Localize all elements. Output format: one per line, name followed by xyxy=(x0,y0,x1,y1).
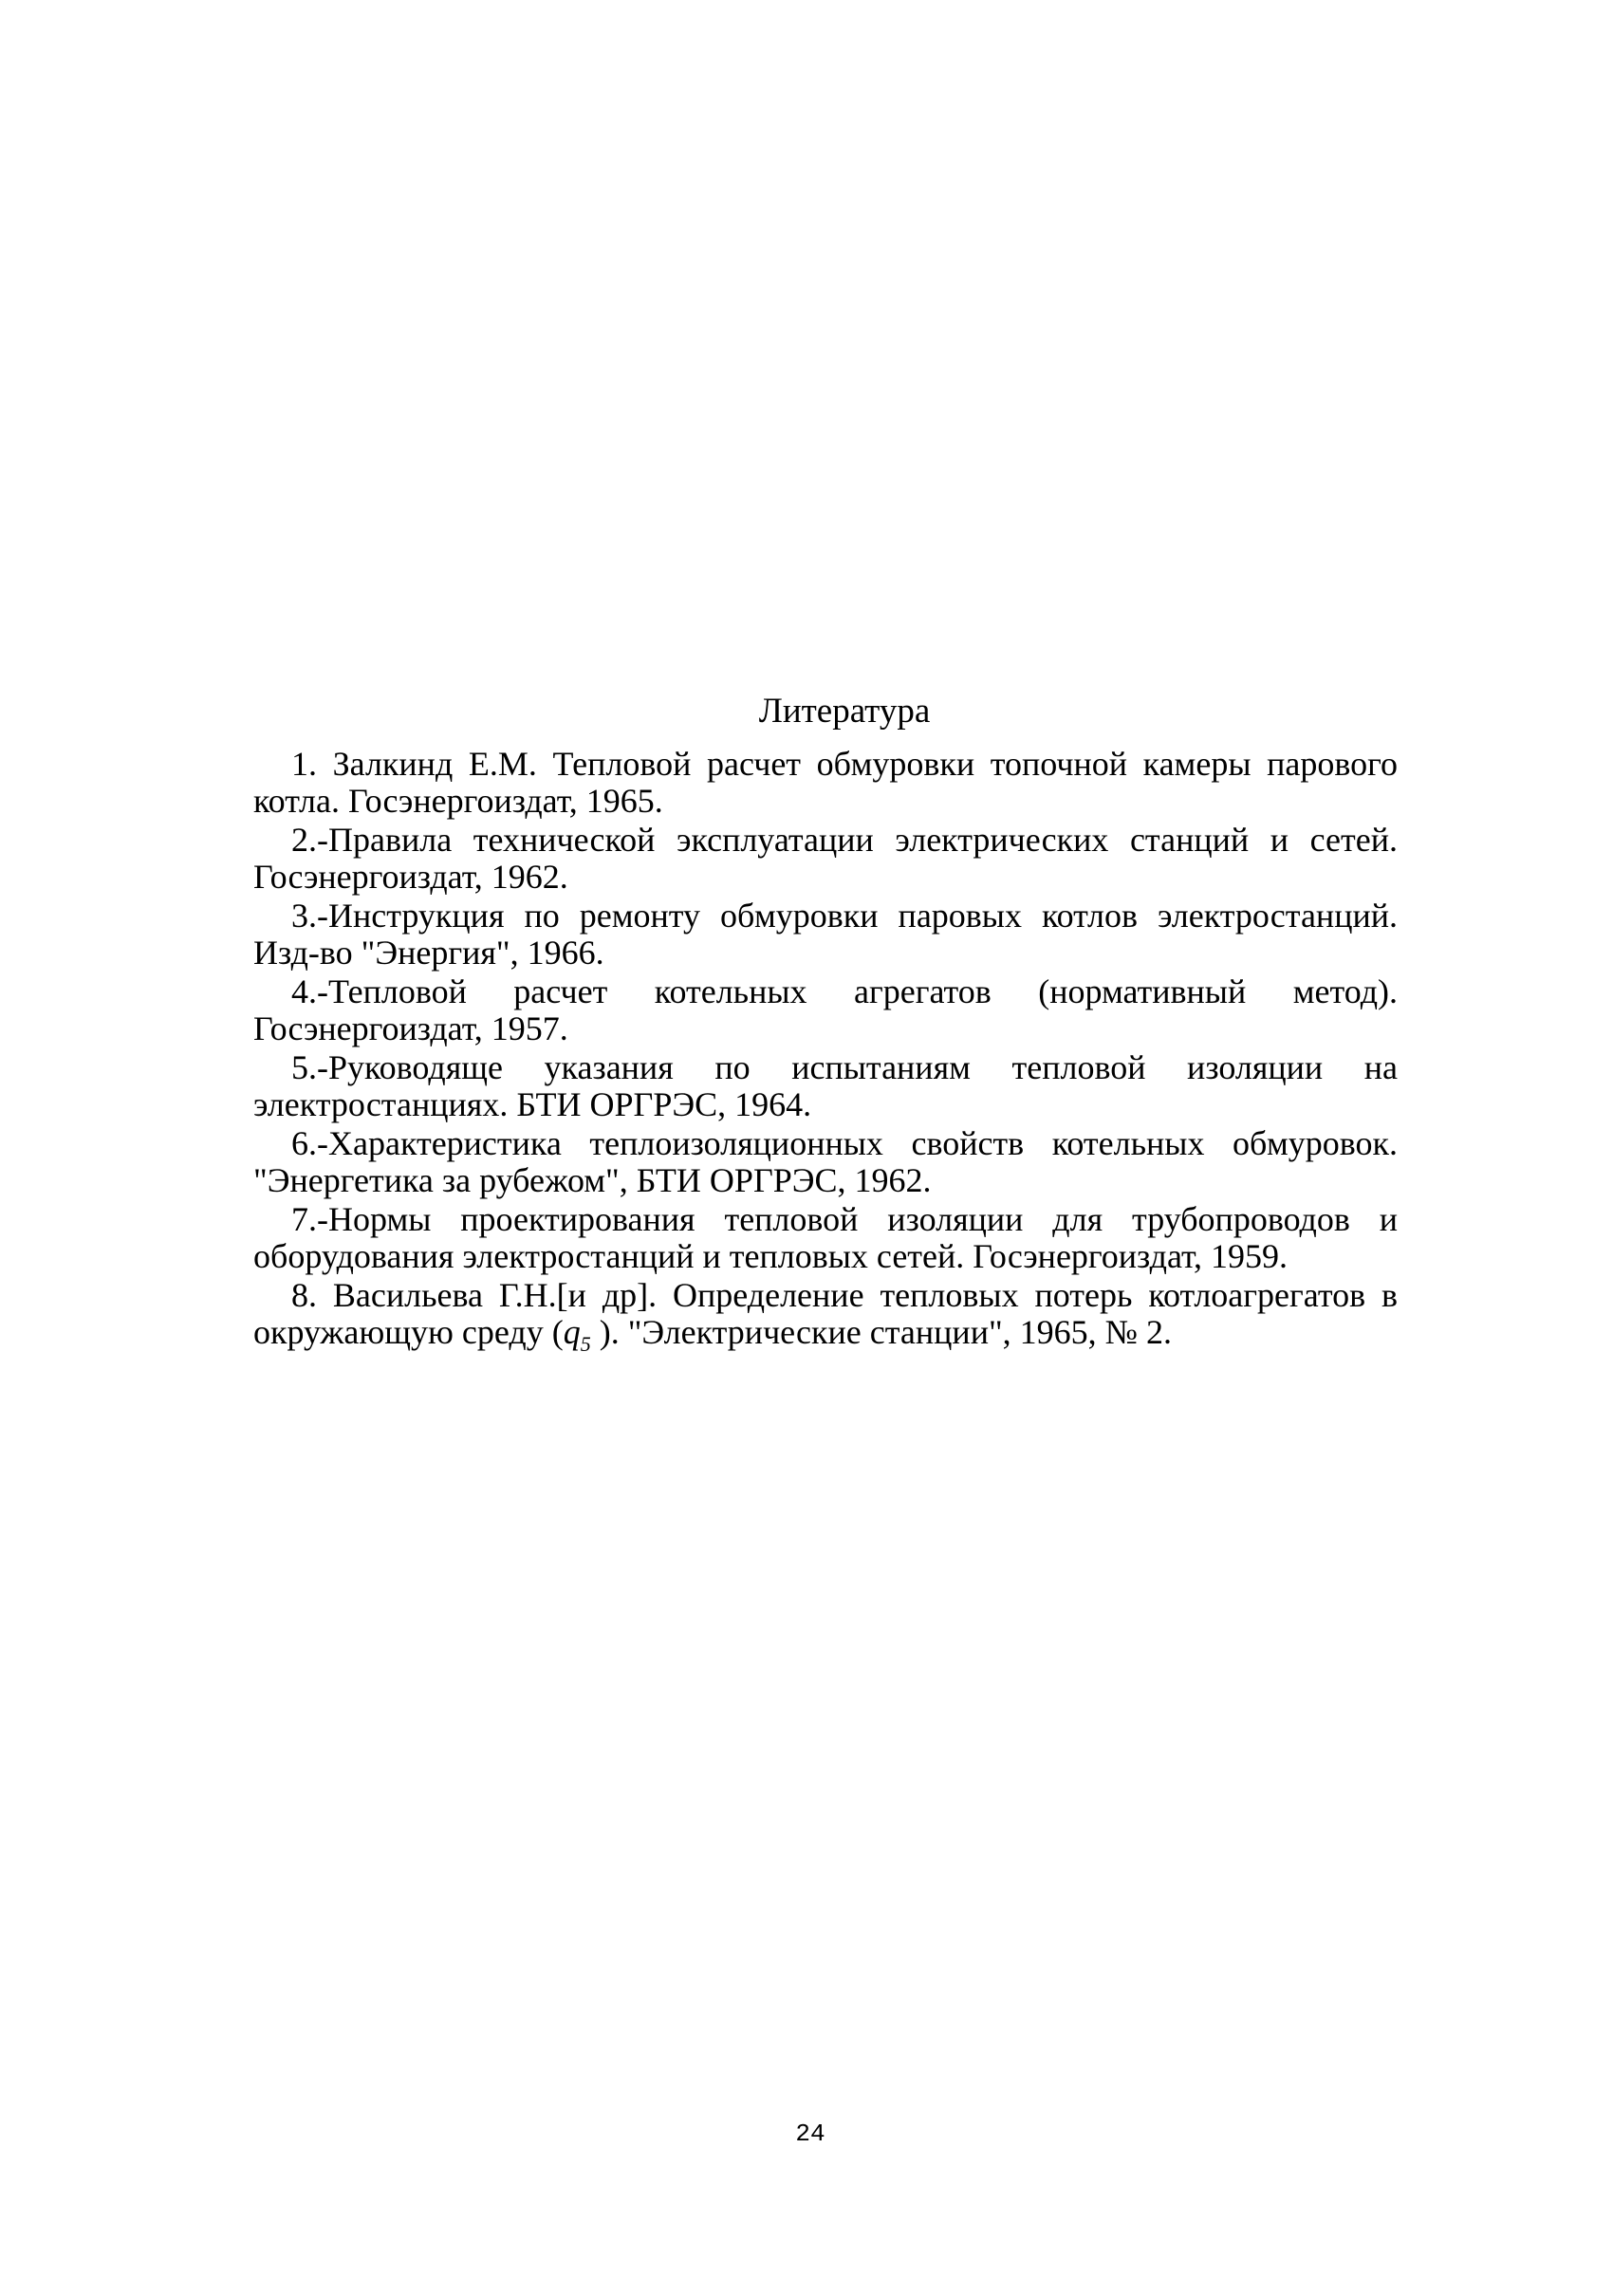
reference-item-1: 1. Залкинд Е.М. Тепловой расчет обмуровки топочной камеры парового котла. Госэнергоиздат, 1965. xyxy=(253,745,1398,820)
reference-list xyxy=(253,745,1398,1356)
reference-item-6: 6.-Характеристика теплоизоляционных свойств котельных обмуровок. "Энергетика за рубежом", БТИ ОРГРЭС, 1962. xyxy=(253,1124,1398,1199)
reference-8-text-after: ). "Электрические станции", 1965, № 2. xyxy=(590,1312,1173,1351)
reference-item-7: 7.-Нормы проектирования тепловой изоляции для трубопроводов и оборудования электростанций и тепловых сетей. Госэнергоиздат, 1959. xyxy=(253,1200,1398,1275)
reference-item-2: 2.-Правила технической эксплуатации электрических станций и сетей. Госэнергоиздат, 1962. xyxy=(253,821,1398,896)
heat-loss-symbol-subscript: 5 xyxy=(580,1331,591,1356)
reference-item-3: 3.-Инструкция по ремонту обмуровки паровых котлов электростанций. Изд-во "Энергия", 1966. xyxy=(253,897,1398,972)
literature-heading: Литература xyxy=(758,692,931,731)
reference-item-8 xyxy=(253,1276,1398,1356)
heat-loss-symbol-letter: q xyxy=(563,1312,581,1351)
reference-item-5: 5.-Руководяще указания по испытаниям тепловой изоляции на электростанциях. БТИ ОРГРЭС, 1964. xyxy=(253,1048,1398,1123)
page-number: 24 xyxy=(795,2120,825,2148)
reference-8-text-before: 8. Васильева Г.Н.[и др]. Определение тепловых потерь котлоагрегатов в окружающую среду ( xyxy=(253,1276,1398,1351)
heat-loss-symbol xyxy=(563,1312,591,1356)
reference-item-4: 4.-Тепловой расчет котельных агрегатов (нормативный метод). Госэнергоиздат, 1957. xyxy=(253,972,1398,1047)
